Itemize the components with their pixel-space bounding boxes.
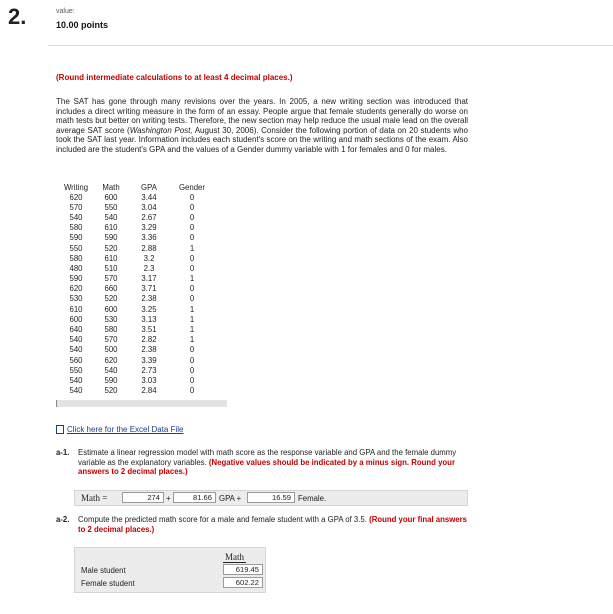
table-cell: 590 bbox=[104, 375, 118, 385]
table-row bbox=[58, 263, 214, 273]
equation-plus: + bbox=[166, 494, 171, 503]
table-cell: 530 bbox=[104, 314, 118, 324]
equation-lhs: Math = bbox=[81, 493, 108, 503]
male-prediction-input[interactable]: 619.45 bbox=[223, 564, 263, 575]
table-cell: 620 bbox=[104, 355, 118, 365]
table-cell: 560 bbox=[69, 355, 83, 365]
female-term-label: Female. bbox=[298, 494, 327, 503]
table-cell: 520 bbox=[104, 243, 118, 253]
table-cell: 550 bbox=[69, 365, 83, 375]
col-header-math: Math bbox=[102, 182, 120, 192]
paragraph-text-2: August 30, 2006). Consider the following portion of data on 20 students who took the SAT last year. Information includes each student's score on the writing and math sections of the exam. Also included are the student's GPA and the values of a Gender dummy variable with 1 for females and 0 for males. bbox=[56, 125, 468, 154]
table-cell: 540 bbox=[69, 386, 83, 396]
table-row bbox=[58, 253, 214, 263]
table-row bbox=[58, 274, 214, 284]
table-cell: 550 bbox=[104, 202, 118, 212]
table-cell: 2.38 bbox=[141, 294, 157, 304]
gpa-term-label: GPA + bbox=[219, 494, 242, 503]
a2-text: Compute the predicted math score for a male and female student with a GPA of 3.5. bbox=[78, 515, 367, 524]
table-cell: 3.71 bbox=[141, 284, 157, 294]
table-cell: 550 bbox=[69, 243, 83, 253]
paragraph-text-1: The SAT has gone through many revisions over the years. In 2005, a new writing section was introduced that includes a direct writing measure in the form of an essay. People argue that female students generally do worse on math tests but better on writing tests. Therefore, the new section may help reduce the usual male lead on the overall average SAT score ( bbox=[56, 97, 468, 135]
table-cell: 600 bbox=[104, 192, 118, 202]
table-cell: 510 bbox=[104, 263, 118, 273]
female-prediction-input[interactable]: 602.22 bbox=[223, 577, 263, 588]
table-cell: 620 bbox=[69, 284, 83, 294]
problem-paragraph bbox=[56, 97, 468, 155]
table-row bbox=[58, 335, 214, 345]
male-student-label: Male student bbox=[81, 566, 126, 575]
table-cell: 0 bbox=[189, 375, 195, 385]
table-row bbox=[58, 345, 214, 355]
table-row bbox=[58, 233, 214, 243]
table-cell: 3.17 bbox=[141, 274, 157, 284]
table-cell: 3.03 bbox=[141, 375, 157, 385]
col-header-gpa: GPA bbox=[141, 182, 157, 192]
value-label: value: bbox=[56, 8, 75, 15]
table-scrollbar[interactable] bbox=[56, 400, 227, 407]
table-cell: 570 bbox=[104, 335, 118, 345]
table-cell: 610 bbox=[104, 223, 118, 233]
table-row bbox=[58, 304, 214, 314]
table-cell: 590 bbox=[69, 233, 83, 243]
intercept-input[interactable]: 274 bbox=[122, 492, 164, 503]
table-cell: 520 bbox=[104, 294, 118, 304]
table-cell: 580 bbox=[69, 253, 83, 263]
table-cell: 3.29 bbox=[141, 223, 157, 233]
table-cell: 660 bbox=[104, 284, 118, 294]
table-cell: 2.3 bbox=[143, 263, 155, 273]
table-cell: 0 bbox=[189, 212, 195, 222]
table-row bbox=[58, 386, 214, 396]
table-cell: 0 bbox=[189, 263, 195, 273]
table-cell: 0 bbox=[189, 294, 195, 304]
table-cell: 0 bbox=[189, 345, 195, 355]
table-cell: 0 bbox=[189, 192, 195, 202]
table-cell: 570 bbox=[69, 202, 83, 212]
table-row bbox=[58, 294, 214, 304]
table-cell: 590 bbox=[69, 274, 83, 284]
table-cell: 1 bbox=[189, 314, 195, 324]
table-cell: 580 bbox=[104, 325, 118, 335]
table-cell: 610 bbox=[69, 304, 83, 314]
table-cell: 520 bbox=[104, 386, 118, 396]
table-cell: 1 bbox=[189, 335, 195, 345]
table-cell: 1 bbox=[189, 304, 195, 314]
table-row bbox=[58, 202, 214, 212]
table-cell: 540 bbox=[104, 212, 118, 222]
table-cell: 0 bbox=[189, 284, 195, 294]
table-cell: 620 bbox=[69, 192, 83, 202]
table-cell: 0 bbox=[189, 223, 195, 233]
table-cell: 540 bbox=[69, 335, 83, 345]
rounding-instruction: (Round intermediate calculations to at least 4 decimal places.) bbox=[56, 73, 293, 82]
table-cell: 540 bbox=[69, 212, 83, 222]
question-a1 bbox=[56, 448, 468, 477]
table-cell: 640 bbox=[69, 325, 83, 335]
table-cell: 540 bbox=[69, 345, 83, 355]
table-row bbox=[58, 355, 214, 365]
table-cell: 610 bbox=[104, 253, 118, 263]
a1-label: a-1. bbox=[56, 448, 70, 457]
col-header-gender: Gender bbox=[178, 182, 205, 192]
table-row bbox=[58, 324, 214, 334]
table-cell: 1 bbox=[189, 325, 195, 335]
question-number: 2. bbox=[8, 4, 27, 29]
points-value: 10.00 points bbox=[56, 20, 109, 30]
question-a2 bbox=[56, 515, 468, 534]
a1-text: Estimate a linear regression model with math score as the response variable and GPA and the female dummy variable as the explanatory variables. bbox=[78, 448, 457, 467]
prediction-table bbox=[74, 547, 266, 593]
table-cell: 0 bbox=[189, 355, 195, 365]
table-row bbox=[58, 212, 214, 222]
table-cell: 540 bbox=[104, 365, 118, 375]
table-cell: 3.2 bbox=[143, 253, 155, 263]
table-cell: 530 bbox=[69, 294, 83, 304]
paragraph-source: Washington Post, bbox=[129, 125, 193, 135]
table-cell: 2.84 bbox=[141, 386, 157, 396]
table-cell: 3.39 bbox=[141, 355, 157, 365]
table-cell: 0 bbox=[189, 202, 195, 212]
table-row bbox=[58, 223, 214, 233]
table-cell: 570 bbox=[104, 274, 118, 284]
regression-equation-box bbox=[74, 490, 468, 506]
table-cell: 3.36 bbox=[141, 233, 157, 243]
female-coefficient-input[interactable]: 16.59 bbox=[247, 492, 295, 503]
gpa-coefficient-input[interactable]: 81.66 bbox=[173, 492, 216, 503]
table-cell: 2.88 bbox=[141, 243, 157, 253]
table-cell: 2.38 bbox=[141, 345, 157, 355]
table-cell: 0 bbox=[189, 386, 195, 396]
table-row bbox=[58, 314, 214, 324]
document-icon bbox=[56, 425, 64, 434]
table-cell: 0 bbox=[189, 253, 195, 263]
table-cell: 3.25 bbox=[141, 304, 157, 314]
table-cell: 3.51 bbox=[141, 325, 157, 335]
table-cell: 3.13 bbox=[141, 314, 157, 324]
table-header-row bbox=[58, 182, 214, 192]
table-cell: 540 bbox=[69, 375, 83, 385]
excel-link-text[interactable]: Click here for the Excel Data File bbox=[67, 425, 184, 434]
table-row bbox=[58, 284, 214, 294]
table-row bbox=[58, 365, 214, 375]
a2-label: a-2. bbox=[56, 515, 70, 524]
table-cell: 3.04 bbox=[141, 202, 157, 212]
female-student-label: Female student bbox=[81, 579, 135, 588]
table-row bbox=[58, 192, 214, 202]
table-cell: 2.67 bbox=[141, 212, 157, 222]
table-cell: 0 bbox=[189, 233, 195, 243]
table-cell: 1 bbox=[189, 243, 195, 253]
table-row bbox=[58, 375, 214, 385]
table-cell: 590 bbox=[104, 233, 118, 243]
table-cell: 2.73 bbox=[141, 365, 157, 375]
col-header-writing: Writing bbox=[63, 182, 89, 192]
a1-instruction: (Negative values should be indicated by a minus sign. Round your answers to 2 decimal places.) bbox=[78, 457, 455, 477]
excel-link[interactable] bbox=[56, 425, 184, 434]
table-cell: 600 bbox=[69, 314, 83, 324]
table-cell: 500 bbox=[104, 345, 118, 355]
table-row bbox=[58, 243, 214, 253]
table-cell: 580 bbox=[69, 223, 83, 233]
table-cell: 3.44 bbox=[141, 192, 157, 202]
table-cell: 2.82 bbox=[141, 335, 157, 345]
prediction-header: Math bbox=[225, 552, 244, 562]
header-divider bbox=[48, 45, 613, 46]
table-cell: 1 bbox=[189, 274, 195, 284]
table-cell: 480 bbox=[69, 263, 83, 273]
data-table bbox=[58, 182, 214, 396]
table-cell: 600 bbox=[104, 304, 118, 314]
table-cell: 0 bbox=[189, 365, 195, 375]
a2-instruction: (Round your final answers to 2 decimal places.) bbox=[78, 515, 468, 534]
